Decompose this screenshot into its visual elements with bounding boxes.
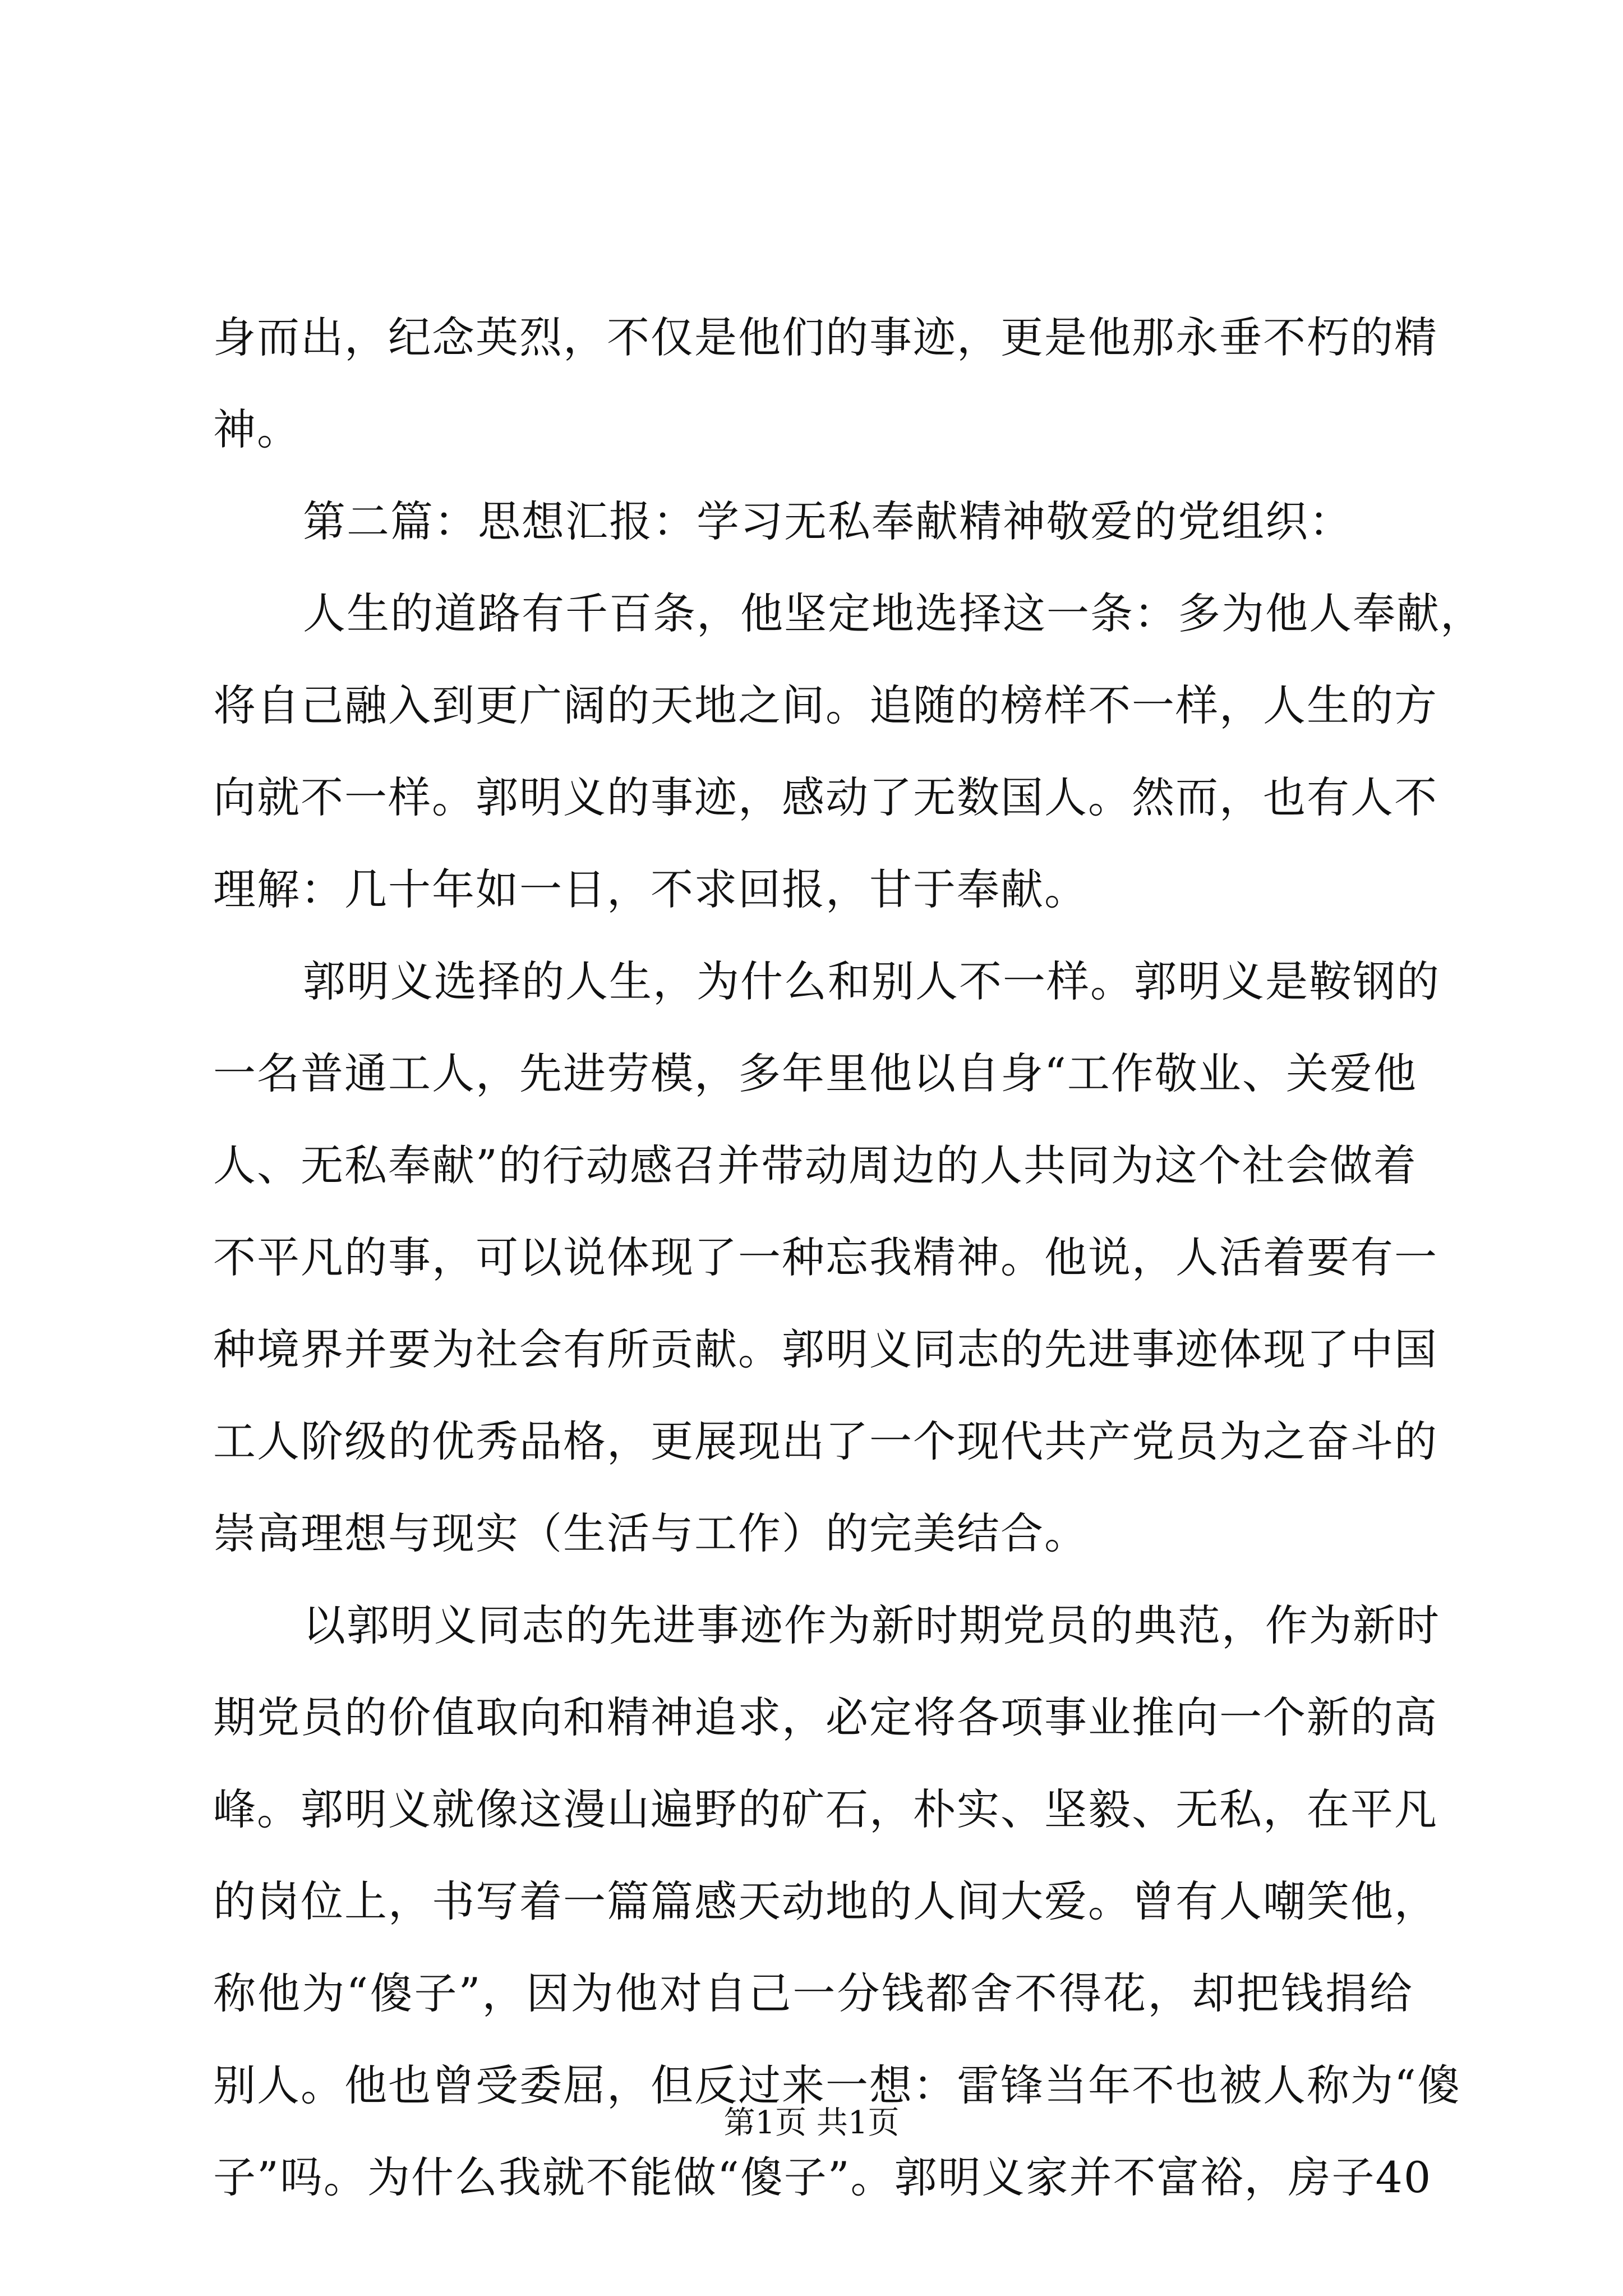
text-line: 种境界并要为社会有所贡献。郭明义同志的先进事迹体现了中国 xyxy=(213,1324,1438,1374)
text-line: 理解：几十年如一日，不求回报，甘于奉献。 xyxy=(213,864,1088,914)
page-footer: 第1页 共1页 xyxy=(723,2105,900,2141)
text-line: 人、无私奉献”的行动感召并带动周边的人共同为这个社会做着 xyxy=(213,1140,1417,1190)
text-line: 称他为“傻子”，因为他对自己一分钱都舍不得花，却把钱捐给 xyxy=(213,1968,1413,2018)
section-heading: 第二篇：思想汇报：学习无私奉献精神敬爱的党组织： xyxy=(303,496,1353,546)
text-line: 神。 xyxy=(213,404,301,454)
document-body xyxy=(213,292,1484,2224)
text-line: 的岗位上，书写着一篇篇感天动地的人间大爱。曾有人嘲笑他， xyxy=(213,1876,1438,1926)
text-line: 郭明义选择的人生，为什么和别人不一样。郭明义是鞍钢的 xyxy=(303,956,1440,1006)
text-line: 向就不一样。郭明义的事迹，感动了无数国人。然而，也有人不 xyxy=(213,772,1438,822)
text-line: 人生的道路有千百条，他坚定地选择这一条：多为他人奉献， xyxy=(303,588,1484,638)
text-line: 别人。他也曾受委屈，但反过来一想：雷锋当年不也被人称为“傻 xyxy=(213,2060,1461,2110)
text-line: 子”吗。为什么我就不能做“傻子”。郭明义家并不富裕，房子40 xyxy=(213,2152,1432,2202)
text-line: 身而出，纪念英烈，不仅是他们的事迹，更是他那永垂不朽的精 xyxy=(213,312,1438,362)
text-line: 期党员的价值取向和精神追求，必定将各项事业推向一个新的高 xyxy=(213,1692,1438,1742)
text-line: 峰。郭明义就像这漫山遍野的矿石，朴实、坚毅、无私，在平凡 xyxy=(213,1784,1438,1834)
text-line: 一名普通工人，先进劳模，多年里他以自身“工作敬业、关爱他 xyxy=(213,1048,1417,1098)
text-line: 工人阶级的优秀品格，更展现出了一个现代共产党员为之奋斗的 xyxy=(213,1416,1438,1466)
text-line: 以郭明义同志的先进事迹作为新时期党员的典范，作为新时 xyxy=(303,1600,1440,1650)
text-line: 不平凡的事，可以说体现了一种忘我精神。他说，人活着要有一 xyxy=(213,1232,1438,1282)
text-line: 崇高理想与现实（生活与工作）的完美结合。 xyxy=(213,1508,1088,1558)
text-line: 将自己融入到更广阔的天地之间。追随的榜样不一样，人生的方 xyxy=(213,680,1438,730)
